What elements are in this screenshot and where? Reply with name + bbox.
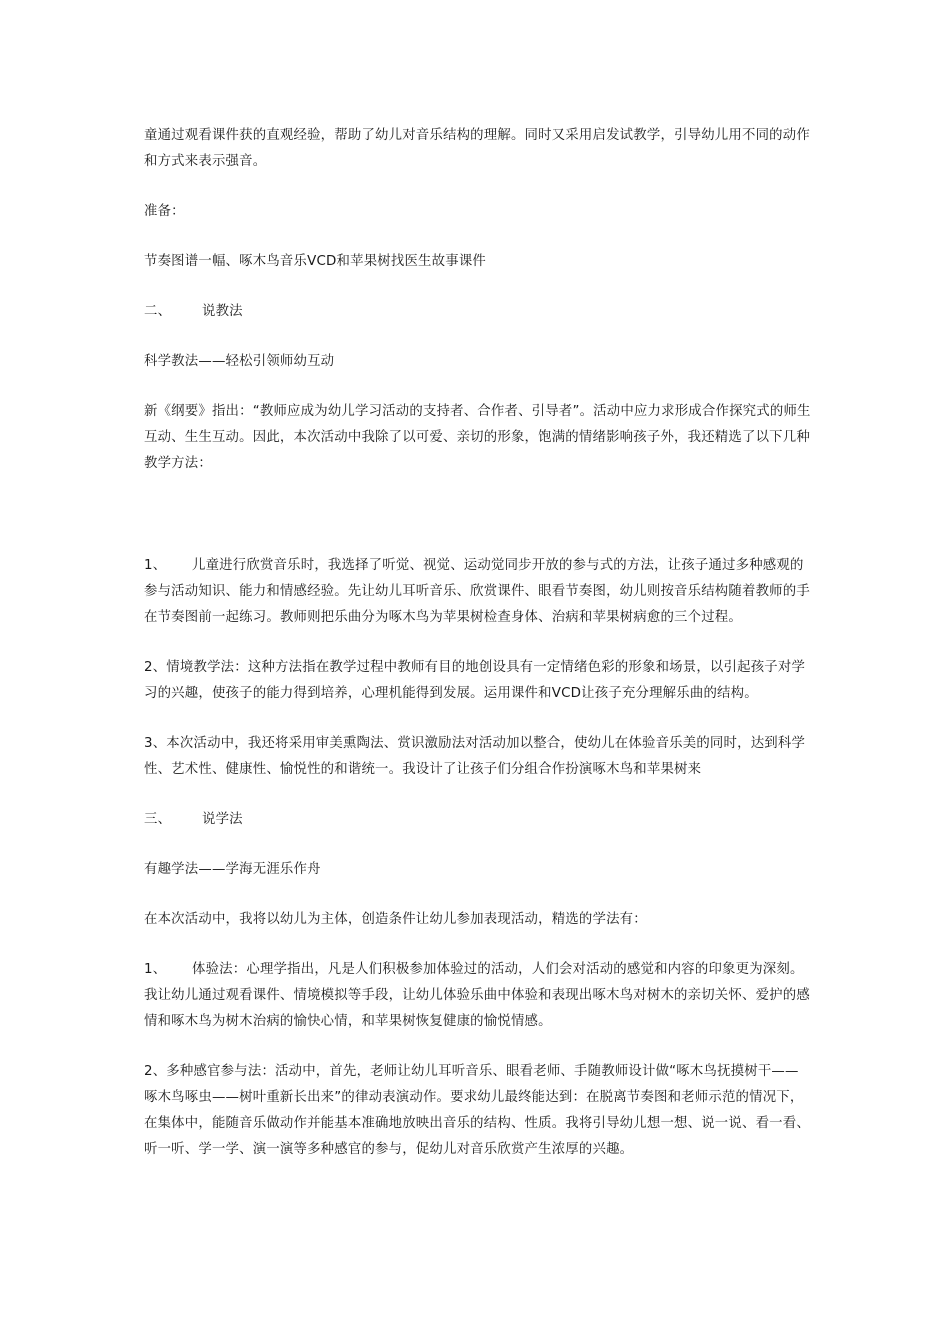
list-number: 1、 xyxy=(144,558,167,573)
blank-gap xyxy=(144,501,812,553)
section-title: 说教法 xyxy=(202,304,243,319)
learning-method-2: 2、多种感官参与法：活动中，首先，老师让幼儿耳听音乐、眼看老师、手随教师设计做“啄木鸟抚摸树干——啄木鸟啄虫——树叶重新长出来”的律动表演动作。要求幼儿最终能达到：在脱离节奏图和老师示范的情况下，在集体中，能随音乐做动作并能基本准确地放映出音乐的结构、性质。我将引导幼儿想一想、说一说、看一看、听一听、学一学、演一演等多种感官的参与，促幼儿对音乐欣赏产生浓厚的兴趣。 xyxy=(144,1064,810,1157)
teaching-intro: 新《纲要》指出：“教师应成为幼儿学习活动的支持者、合作者、引导者”。活动中应力求形成合作探究式的师生互动、生生互动。因此，本次活动中我除了以可爱、亲切的形象，饱满的情绪影响孩子外，我还精选了以下几种教学方法： xyxy=(144,404,811,471)
teaching-subtitle: 科学教法——轻松引领师幼互动 xyxy=(144,354,335,369)
list-text: 体验法：心理学指出，凡是人们积极参加体验过的活动，人们会对活动的感觉和内容的印象更为深刻。我让幼儿通过观看课件、情境模拟等手段，让幼儿体验乐曲中体验和表现出啄木鸟对树木的亲切关怀、爱护的感情和啄木鸟为树木治病的愉快心情，和苹果树恢复健康的愉悦情感。 xyxy=(144,962,810,1029)
paragraph-intro-continued: 童通过观看课件获的直观经验，帮助了幼儿对音乐结构的理解。同时又采用启发试教学，引导幼儿用不同的动作和方式来表示强音。 xyxy=(144,128,810,169)
section-heading-teaching-method xyxy=(144,299,812,325)
preparation-label: 准备： xyxy=(144,204,185,219)
section-title: 说学法 xyxy=(202,812,243,827)
document-body xyxy=(144,123,812,1187)
teaching-method-3: 3、本次活动中，我还将采用审美熏陶法、赏识激励法对活动加以整合，使幼儿在体验音乐美的同时，达到科学性、艺术性、健康性、愉悦性的和谐统一。我设计了让孩子们分组合作扮演啄木鸟和苹果树来 xyxy=(144,736,806,777)
teaching-method-2: 2、情境教学法：这种方法指在教学过程中教师有目的地创设具有一定情绪色彩的形象和场景，以引起孩子对学习的兴趣，使孩子的能力得到培养，心理机能得到发展。运用课件和VCD让孩子充分理解乐曲的结构。 xyxy=(144,660,806,701)
list-number: 1、 xyxy=(144,962,167,977)
learning-intro: 在本次活动中，我将以幼儿为主体，创造条件让幼儿参加表现活动，精选的学法有： xyxy=(144,912,647,927)
learning-method-1 xyxy=(144,957,812,1035)
section-heading-learning-method xyxy=(144,807,812,833)
preparation-text: 节奏图谱一幅、啄木鸟音乐VCD和苹果树找医生故事课件 xyxy=(144,254,487,269)
teaching-method-1 xyxy=(144,553,812,631)
list-text: 儿童进行欣赏音乐时，我选择了听觉、视觉、运动觉同步开放的参与式的方法，让孩子通过多种感观的参与活动知识、能力和情感经验。先让幼儿耳听音乐、欣赏课件、眼看节奏图，幼儿则按音乐结构随着教师的手在节奏图前一起练习。教师则把乐曲分为啄木鸟为苹果树检查身体、治病和苹果树病愈的三个过程。 xyxy=(144,558,810,625)
learning-subtitle: 有趣学法——学海无涯乐作舟 xyxy=(144,862,321,877)
section-number: 二、 xyxy=(144,304,172,319)
section-number: 三、 xyxy=(144,812,172,827)
